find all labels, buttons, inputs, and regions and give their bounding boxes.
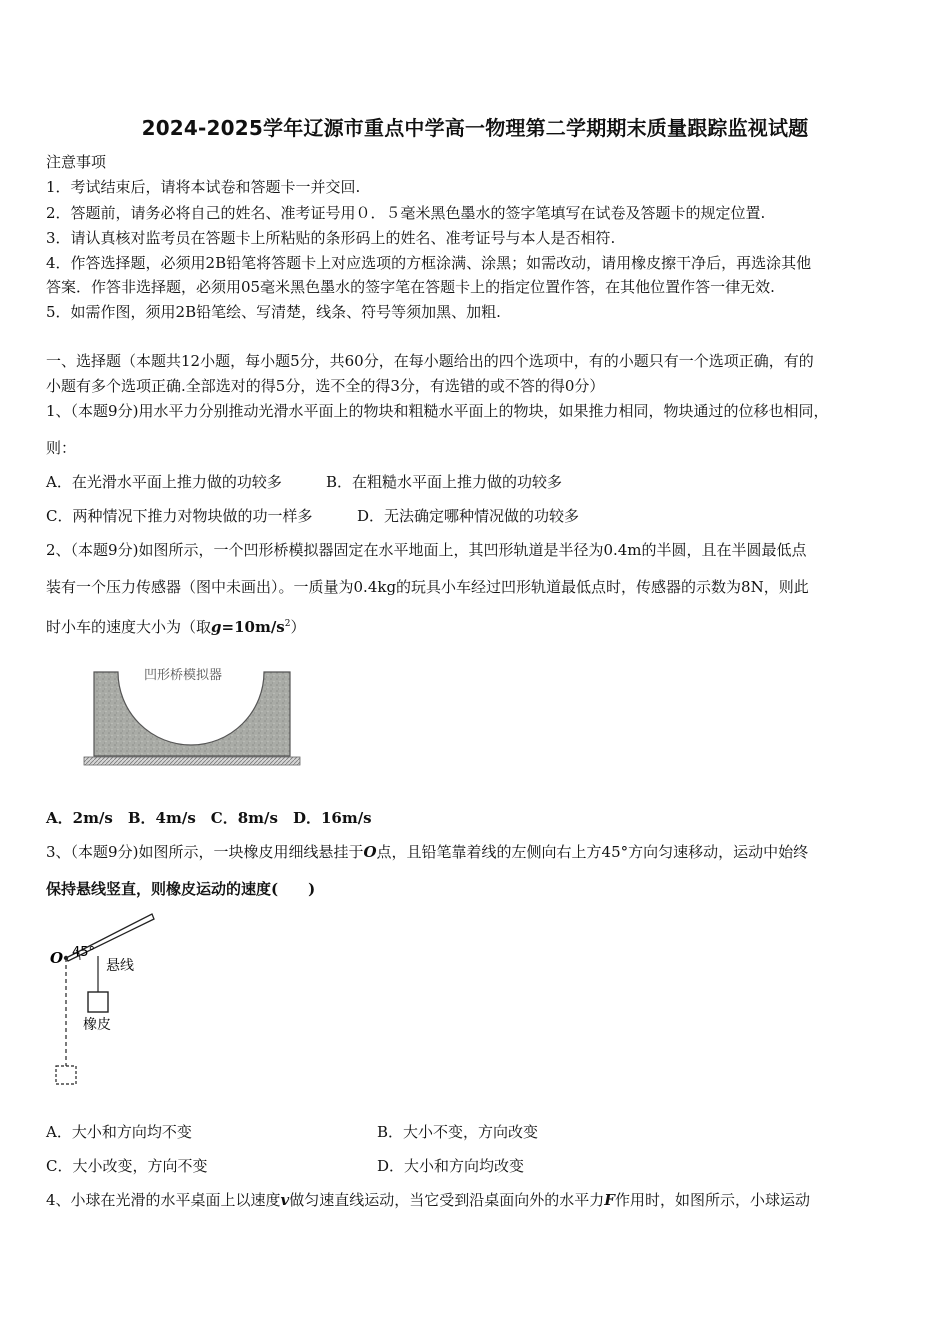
bridge-figure-label: 凹形桥模拟器 [144,668,223,683]
q3-option-a: A．大小和方向均不变 [46,1123,192,1141]
q2-line3-g: g [211,618,222,636]
q2-line3-prefix: 时小车的速度大小为（取 [46,618,212,636]
q3-stem-line1 [46,842,808,862]
string-label: 悬线 [106,958,134,974]
section-heading-line2: 小题有多个选项正确.全部选对的得5分，选不全的得3分，有选错的或不答的得0分） [46,377,605,395]
notice-heading: 注意事项 [46,153,107,171]
q4-v: v [280,1191,290,1209]
section-heading-line1: 一、选择题（本题共12小题，每小题5分，共60分，在每小题给出的四个选项中，有的小题只有一个选项正确，有的 [46,352,814,370]
point-o [64,956,68,960]
q1-option-a: A．在光滑水平面上推力做的功较多 [46,473,282,491]
q3-option-d: D．大小和方向均改变 [377,1157,525,1175]
q2-line3-suffix: ） [290,618,306,636]
notice-item: 1．考试结束后，请将本试卷和答题卡一并交回. [46,178,361,196]
q2-options: A．2m/s B．4m/s C．8m/s D．16m/s [46,809,372,827]
q1-option-d: D．无法确定哪种情况做的功较多 [357,507,580,525]
q2-line3-sup: 2 [284,619,291,629]
angle-label: 45° [72,945,96,960]
q4-stem-line1 [46,1190,810,1210]
q1-stem-line2: 则： [46,439,77,457]
notice-item: 答案．作答非选择题，必须用05毫米黑色墨水的签字笔在答题卡上的指定位置作答，在其他位置作答一律无效. [46,278,775,296]
q2-stem-line2: 装有一个压力传感器（图中未画出）。一质量为0.4kg的玩具小车经过凹形轨道最低点时，传感器的示数为8N，则此 [46,578,809,596]
concave-bridge-figure [78,660,308,772]
q4-prefix: 4、小球在光滑的水平桌面上以速度 [46,1191,281,1209]
q4-f: F [604,1191,615,1209]
q3-line1-o: O [363,843,377,861]
q3-stem-line2: 保持悬线竖直，则橡皮运动的速度( ) [46,880,316,898]
page-title: 2024-2025学年辽源市重点中学高一物理第二学期期末质量跟踪监视试题 [141,116,809,140]
eraser-pencil-figure [44,908,174,1090]
q2-stem-line3 [46,614,306,637]
bridge-block [94,672,290,756]
q1-option-b: B．在粗糙水平面上推力做的功较多 [326,473,563,491]
q1-stem-line1: 1、（本题9分)用水平力分别推动光滑水平面上的物块和粗糙水平面上的物块，如果推力相同，物块通过的位移也相同， [46,402,829,420]
notice-item: 2．答题前，请务必将自己的姓名、准考证号用０．５毫米黑色墨水的签字笔填写在试卷及答题卡的规定位置. [46,204,766,222]
eraser-box [88,992,108,1012]
notice-item: 5．如需作图，须用2B铅笔绘、写清楚，线条、符号等须加黑、加粗. [46,303,501,321]
q4-mid: 做匀速直线运动，当它受到沿桌面向外的水平力 [289,1191,605,1209]
q2-stem-line1: 2、（本题9分)如图所示，一个凹形桥模拟器固定在水平地面上，其凹形轨道是半径为0.4m的半圆，且在半圆最低点 [46,541,807,559]
notice-item: 3．请认真核对监考员在答题卡上所粘贴的条形码上的姓名、准考证号与本人是否相符. [46,229,616,247]
eraser-final-position [56,1066,76,1084]
q2-line3-value: =10m/s [221,618,285,636]
q3-line1-suffix: 点，且铅笔靠着线的左侧向右上方45°方向匀速移动，运动中始终 [376,843,809,861]
q4-suffix: 作用时，如图所示，小球运动 [614,1191,810,1209]
notice-item: 4．作答选择题，必须用2B铅笔将答题卡上对应选项的方框涂满、涂黑；如需改动，请用橡皮擦干净后，再选涂其他 [46,254,812,272]
q3-line1-prefix: 3、（本题9分)如图所示，一块橡皮用细线悬挂于 [46,843,364,861]
q3-option-b: B．大小不变，方向改变 [377,1123,539,1141]
ground-strip [84,757,300,765]
eraser-label: 橡皮 [83,1017,111,1033]
q1-option-c: C．两种情况下推力对物块做的功一样多 [46,507,313,525]
point-o-label: O [50,949,64,967]
q3-option-c: C．大小改变，方向不变 [46,1157,208,1175]
